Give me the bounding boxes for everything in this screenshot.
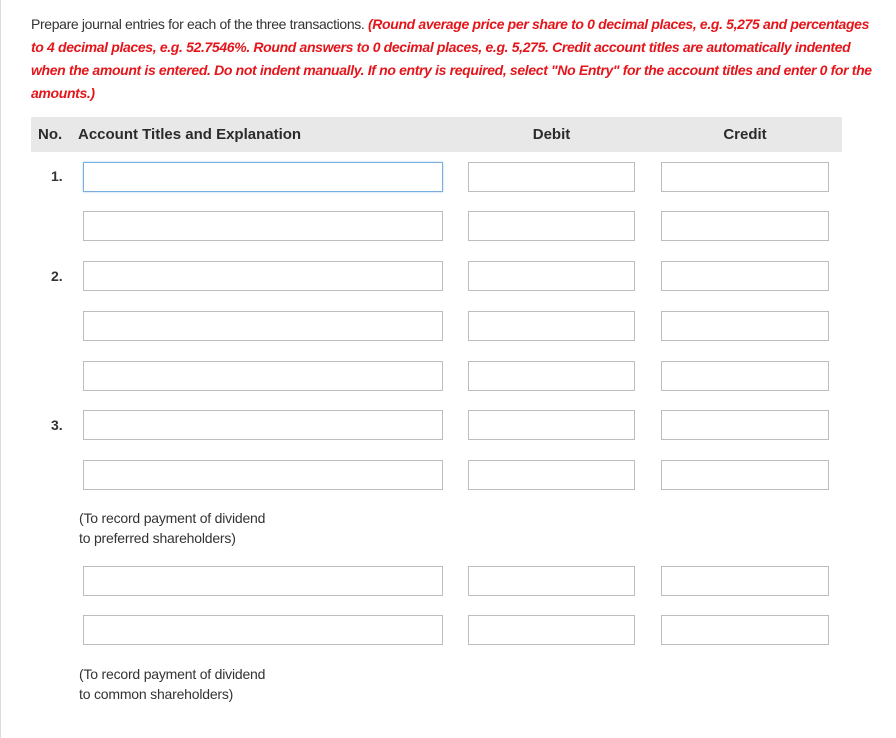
credit-input-3c[interactable] [661,566,829,596]
account-title-input-2b[interactable] [83,311,443,341]
credit-input-2a[interactable] [661,261,829,291]
credit-input-3d[interactable] [661,615,829,645]
explanation-common-line1: (To record payment of dividend [79,666,266,682]
account-title-input-2c[interactable] [83,361,443,391]
account-title-input-3c[interactable] [83,566,443,596]
account-title-input-1b[interactable] [83,211,443,241]
instructions [31,13,877,105]
explanation-common [79,664,319,704]
left-border [0,0,1,738]
credit-input-3a[interactable] [661,410,829,440]
credit-input-1a[interactable] [661,162,829,192]
debit-input-3a[interactable] [468,410,635,440]
debit-input-2a[interactable] [468,261,635,291]
header-no: No. [38,126,63,143]
account-title-input-3a[interactable] [83,410,443,440]
debit-input-1b[interactable] [468,211,635,241]
debit-input-1a[interactable] [468,162,635,192]
explanation-preferred [79,508,319,548]
credit-input-1b[interactable] [661,211,829,241]
credit-input-2c[interactable] [661,361,829,391]
debit-input-3b[interactable] [468,460,635,490]
account-title-input-1a[interactable] [83,162,443,192]
account-title-input-2a[interactable] [83,261,443,291]
header-credit: Credit [723,126,767,143]
account-title-input-3b[interactable] [83,460,443,490]
header-debit: Debit [532,126,571,143]
instructions-text: Prepare journal entries for each of the three transactions. [31,16,368,32]
instructions-note: (Round average price per share to 0 decimal places, e.g. 5,275 and percentages to 4 decimal places, e.g. 52.7546%. Round answers to 0 decimal places, e.g. 5,275. Credit account titles are automatically indented when the amount is entered. Do not indent manually. If no entry is required, select "No Entry" for the account titles and enter 0 for the amounts.) [31,16,872,101]
debit-input-3d[interactable] [468,615,635,645]
explanation-preferred-line2: to preferred shareholders) [79,530,236,546]
debit-input-2c[interactable] [468,361,635,391]
credit-input-2b[interactable] [661,311,829,341]
debit-input-3c[interactable] [468,566,635,596]
explanation-preferred-line1: (To record payment of dividend [79,510,266,526]
debit-input-2b[interactable] [468,311,635,341]
explanation-common-line2: to common shareholders) [79,686,234,702]
account-title-input-3d[interactable] [83,615,443,645]
entry-number-1: 1. [51,168,63,184]
entry-number-2: 2. [51,268,63,284]
entry-number-3: 3. [51,417,63,433]
header-account-titles: Account Titles and Explanation [78,126,302,143]
credit-input-3b[interactable] [661,460,829,490]
